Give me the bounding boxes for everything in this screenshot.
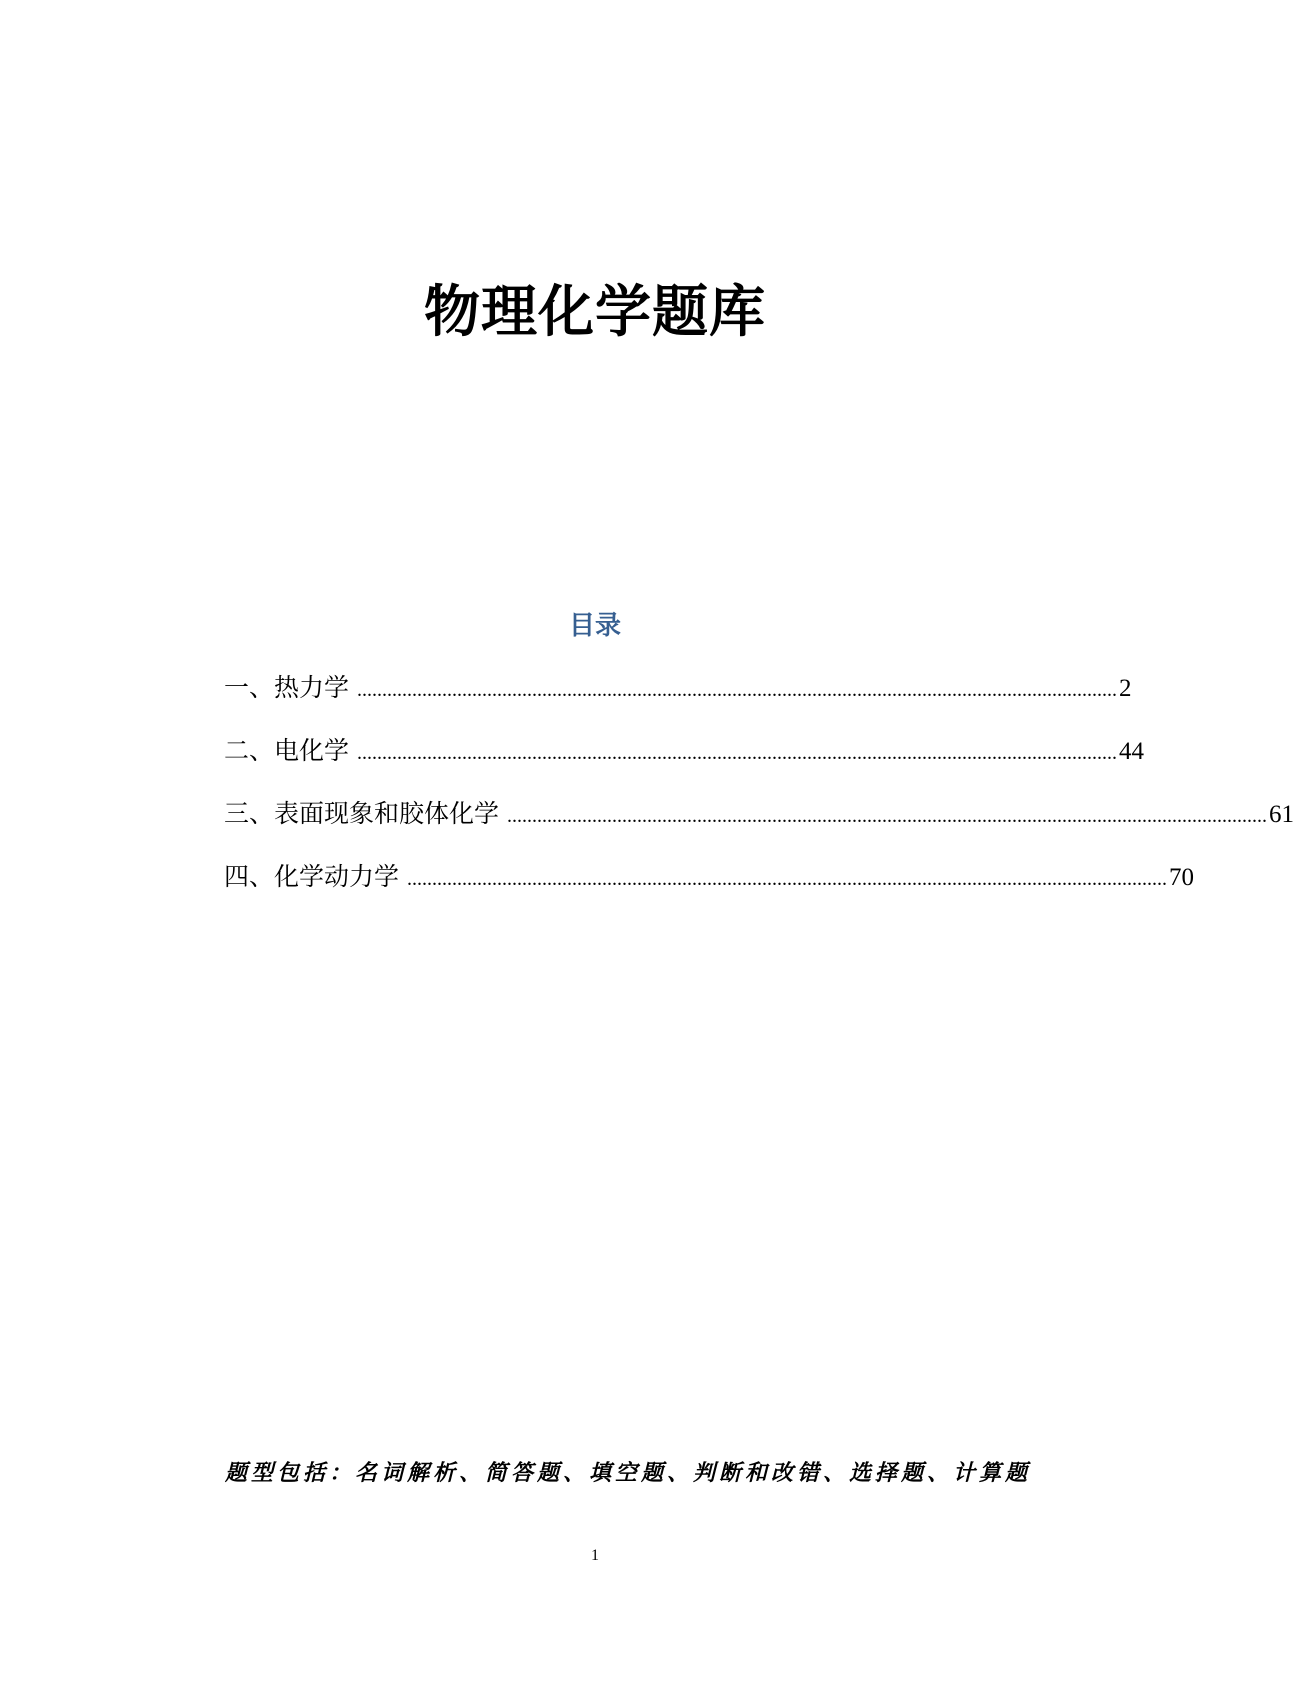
toc-leader-dots: ........................................................................................................................................................	[507, 805, 1268, 827]
document-title: 物理化学题库	[424, 280, 766, 345]
toc-entry-number: 四、	[224, 862, 275, 891]
toc-entry-thermodynamics[interactable]	[224, 668, 1132, 708]
toc-leader-dots: ........................................................................................................................................................	[357, 679, 1118, 701]
toc-entry-kinetics[interactable]	[224, 857, 1195, 897]
toc-entry-number: 一、	[224, 673, 275, 702]
toc-entry-surface-colloid[interactable]	[224, 794, 1294, 834]
question-types-note: 题型包括：名词解析、简答题、填空题、判断和改错、选择题、计算题	[225, 1460, 1032, 1486]
toc-leader-dots: ........................................................................................................................................................	[357, 742, 1118, 764]
toc-entry-label: 热力学	[274, 673, 350, 702]
toc-entry-page: 44	[1119, 738, 1145, 765]
toc-entry-label: 电化学	[274, 736, 350, 765]
toc-entry-label: 化学动力学	[274, 862, 400, 891]
toc-entry-page: 61	[1269, 801, 1294, 828]
page-number: 1	[591, 1547, 599, 1564]
table-of-contents	[224, 668, 1294, 920]
toc-entry-electrochemistry[interactable]	[224, 731, 1145, 771]
toc-leader-dots: ........................................................................................................................................................	[407, 868, 1168, 890]
toc-heading: 目录	[568, 611, 621, 641]
toc-entry-number: 二、	[224, 736, 275, 765]
toc-entry-number: 三、	[224, 799, 275, 828]
toc-entry-page: 70	[1169, 864, 1195, 891]
toc-entry-page: 2	[1119, 675, 1132, 702]
toc-entry-label: 表面现象和胶体化学	[274, 799, 500, 828]
